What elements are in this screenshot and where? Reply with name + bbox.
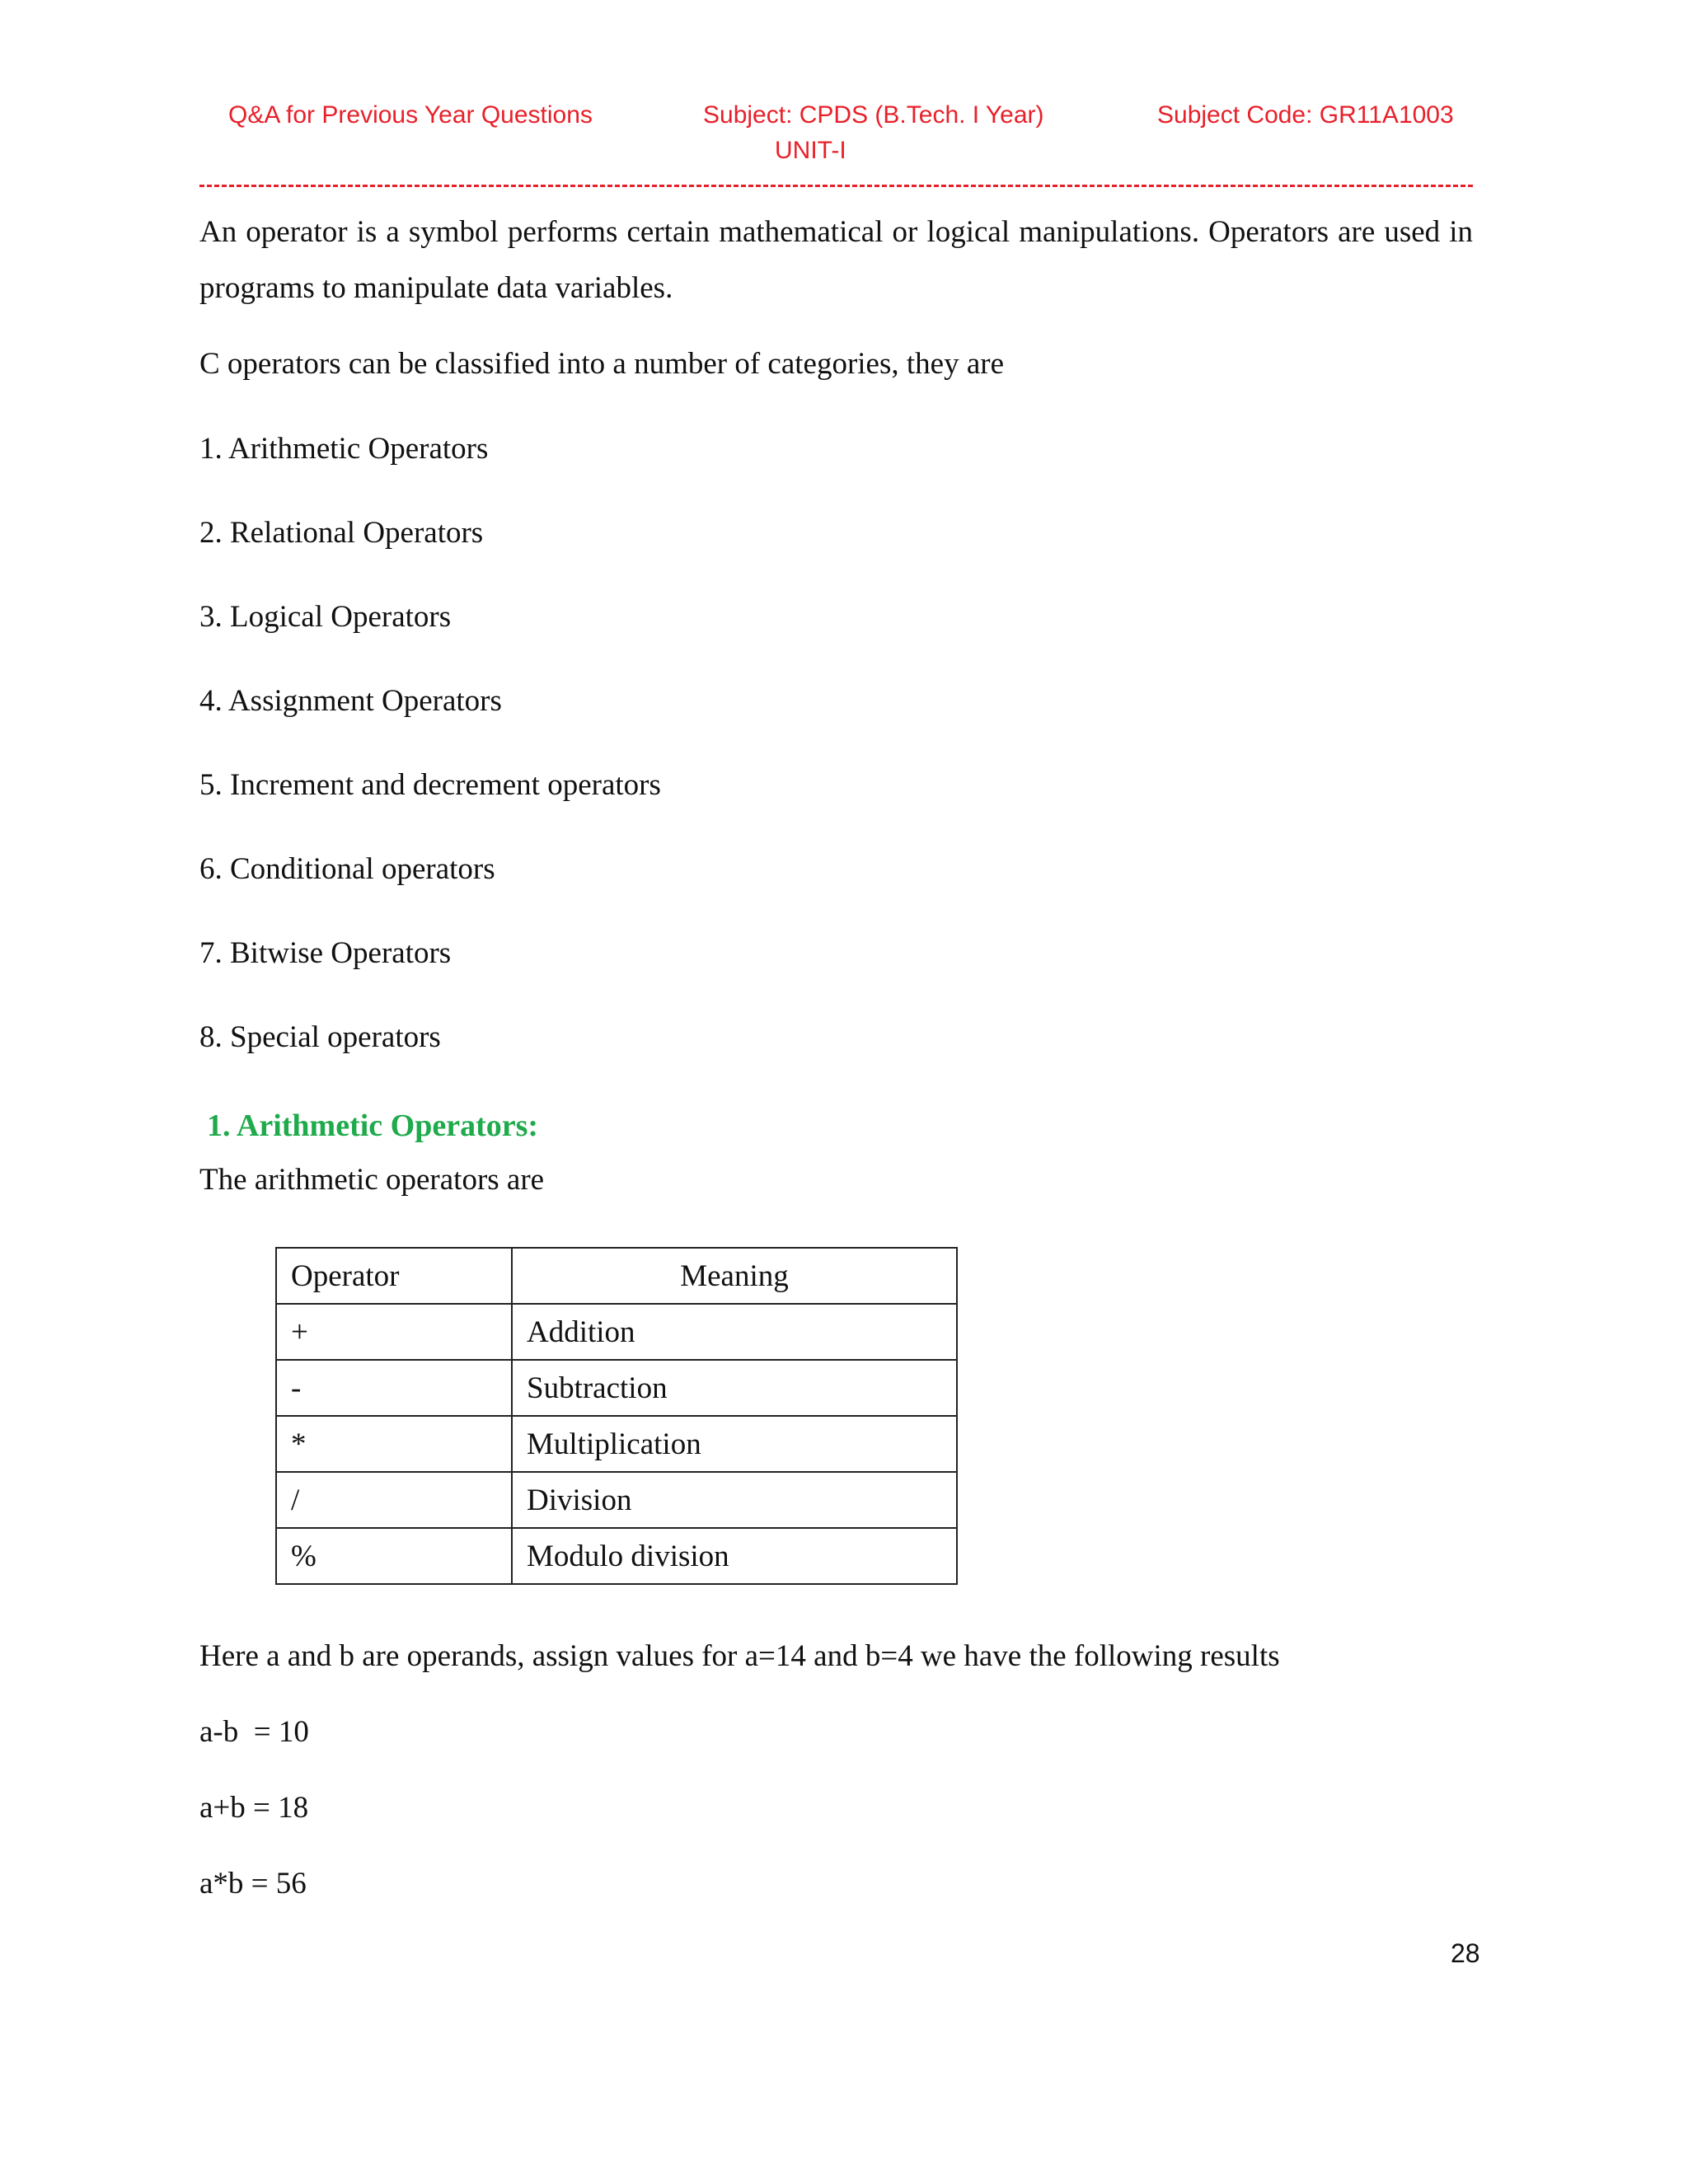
list-item: 6. Conditional operators	[199, 852, 495, 886]
list-item: 7. Bitwise Operators	[199, 936, 452, 970]
operator-cell: *	[276, 1416, 512, 1472]
operator-cell: -	[276, 1360, 512, 1416]
header-title: Q&A for Previous Year Questions	[228, 101, 593, 129]
meaning-cell: Subtraction	[512, 1360, 957, 1416]
arithmetic-operators-table	[275, 1247, 958, 1585]
section-intro: The arithmetic operators are	[199, 1163, 545, 1197]
meaning-cell: Division	[512, 1472, 957, 1528]
meaning-cell: Modulo division	[512, 1528, 957, 1584]
operator-cell: /	[276, 1472, 512, 1528]
meaning-cell: Multiplication	[512, 1416, 957, 1472]
list-item: 1. Arithmetic Operators	[199, 432, 489, 466]
result-line: a+b = 18	[199, 1791, 309, 1825]
list-item: 2. Relational Operators	[199, 516, 484, 550]
header-subject-code: Subject Code: GR11A1003	[1157, 101, 1454, 129]
page-number: 28	[1451, 1938, 1480, 1968]
table-header-row	[276, 1248, 957, 1304]
table-row	[276, 1304, 957, 1360]
result-line: a*b = 56	[199, 1867, 307, 1900]
operator-cell: %	[276, 1528, 512, 1584]
column-header-operator: Operator	[276, 1248, 512, 1304]
column-header-meaning: Meaning	[512, 1248, 957, 1304]
example-intro: Here a and b are operands, assign values for a=14 and b=4 we have the following results	[199, 1639, 1280, 1673]
categories-intro: C operators can be classified into a number of categories, they are	[199, 347, 1005, 381]
operator-cell: +	[276, 1304, 512, 1360]
intro-paragraph: An operator is a symbol performs certain mathematical or logical manipulations. Operators are used in programs to manipulate data variables.	[199, 215, 1473, 305]
table-row	[276, 1416, 957, 1472]
table-row	[276, 1528, 957, 1584]
section-heading: 1. Arithmetic Operators:	[207, 1108, 539, 1143]
header-divider	[199, 185, 1473, 187]
meaning-cell: Addition	[512, 1304, 957, 1360]
list-item: 4. Assignment Operators	[199, 684, 502, 718]
result-line: a-b = 10	[199, 1715, 309, 1749]
table-row	[276, 1360, 957, 1416]
list-item: 5. Increment and decrement operators	[199, 768, 661, 802]
header-subject: Subject: CPDS (B.Tech. I Year)	[703, 101, 1044, 129]
table-row	[276, 1472, 957, 1528]
list-item: 3. Logical Operators	[199, 600, 452, 634]
header-unit: UNIT-I	[775, 137, 846, 164]
list-item: 8. Special operators	[199, 1020, 441, 1054]
